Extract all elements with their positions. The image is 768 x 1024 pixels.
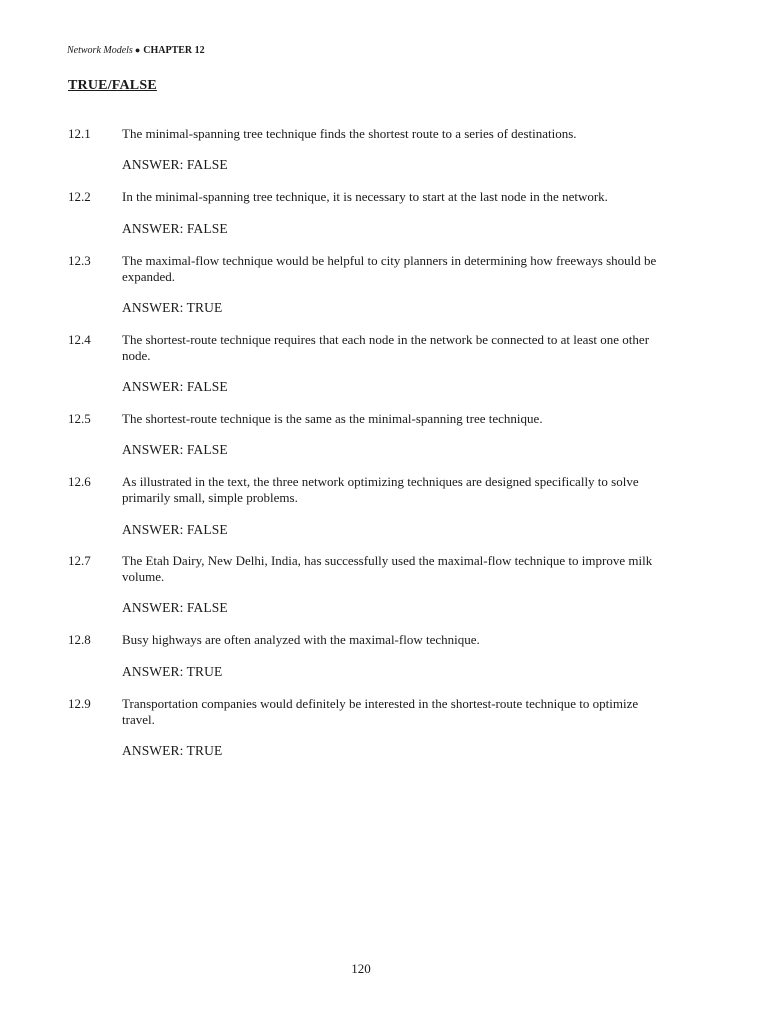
answer-text: ANSWER: TRUE	[122, 743, 223, 758]
answer-text: ANSWER: TRUE	[122, 300, 223, 315]
book-title: Network Models	[67, 45, 133, 56]
question-number: 12.9	[68, 696, 91, 711]
answer-text: ANSWER: FALSE	[122, 379, 228, 394]
question-text: In the minimal-spanning tree technique, it is necessary to start at the last node in the network.	[122, 189, 608, 204]
question-text: The Etah Dairy, New Delhi, India, has successfully used the maximal-flow technique to improve milk volume.	[122, 553, 653, 584]
answer-text: ANSWER: FALSE	[122, 522, 228, 537]
question-text: The maximal-flow technique would be helpful to city planners in determining how freeways should be expanded.	[122, 253, 657, 284]
answer-text: ANSWER: FALSE	[122, 157, 228, 172]
chapter-label: CHAPTER 12	[143, 45, 205, 56]
question-number: 12.5	[68, 411, 91, 426]
bullet-separator: ●	[134, 45, 141, 55]
question-number: 12.2	[68, 189, 91, 204]
question-number: 12.3	[68, 253, 91, 268]
question-number: 12.7	[68, 553, 91, 568]
question-number: 12.1	[68, 126, 91, 141]
running-header	[67, 44, 205, 57]
question-number: 12.6	[68, 474, 91, 489]
answer-text: ANSWER: FALSE	[122, 600, 228, 615]
question-number: 12.8	[68, 632, 91, 647]
answer-text: ANSWER: FALSE	[122, 442, 228, 457]
answer-text: ANSWER: FALSE	[122, 221, 228, 236]
page-number: 120	[351, 961, 371, 976]
question-text: As illustrated in the text, the three network optimizing techniques are designed specifically to solve primarily small, simple problems.	[122, 474, 639, 505]
question-text: The shortest-route technique requires that each node in the network be connected to at least one other node.	[122, 332, 650, 363]
answer-text: ANSWER: TRUE	[122, 664, 223, 679]
section-heading: TRUE/FALSE	[68, 78, 157, 93]
question-number: 12.4	[68, 332, 91, 347]
question-text: Transportation companies would definitely be interested in the shortest-route technique to optimize travel.	[122, 696, 639, 727]
question-text: Busy highways are often analyzed with the maximal-flow technique.	[122, 632, 480, 647]
question-text: The shortest-route technique is the same as the minimal-spanning tree technique.	[122, 411, 543, 426]
question-text: The minimal-spanning tree technique finds the shortest route to a series of destinations.	[122, 126, 577, 141]
